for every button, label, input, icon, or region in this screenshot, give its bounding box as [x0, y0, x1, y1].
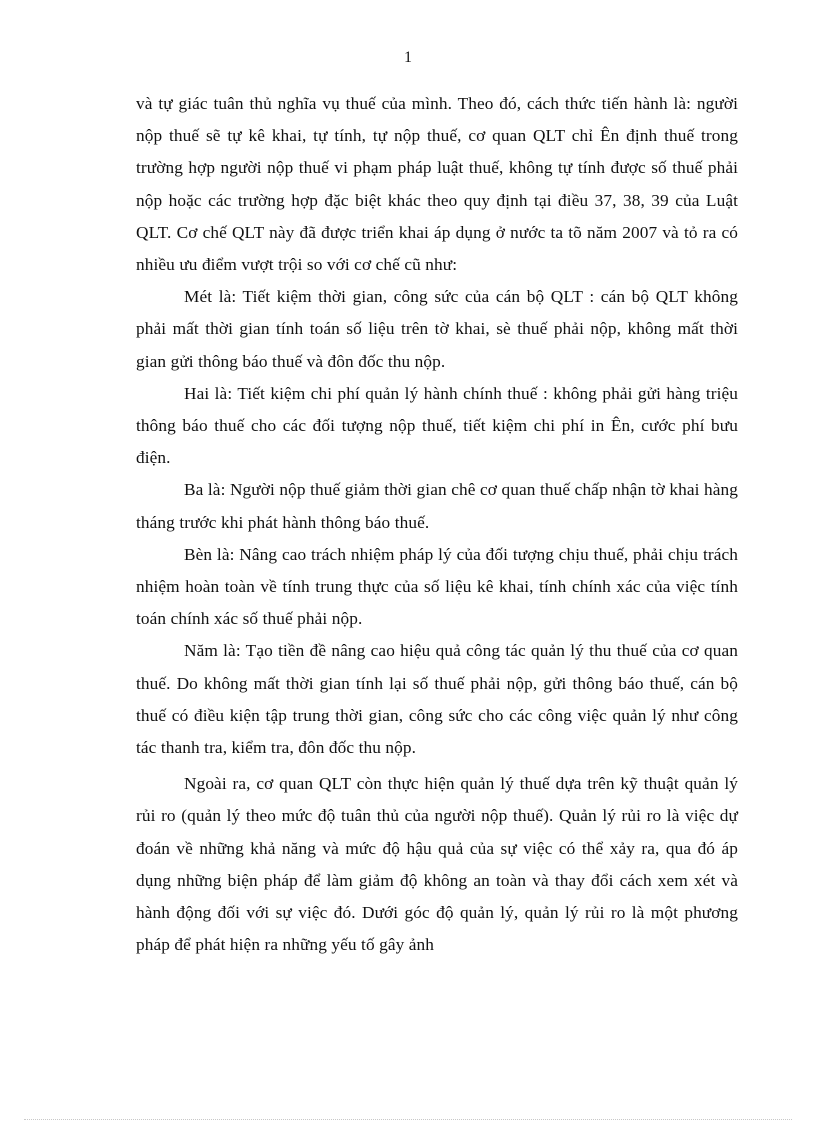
page-number: 1 — [404, 49, 412, 66]
paragraph-risk-management: Ngoài ra, cơ quan QLT còn thực hiện quản lý thuế dựa trên kỹ thuật quản lý rủi ro (quản lý theo mức độ tuân thủ của người nộp thuế). Quản lý rủi ro là việc dự đoán về những khả năng và mức độ hậu quả của sự việc có thể xảy ra, qua đó áp dụng những biện pháp để làm giảm độ không an toàn và thay đổi cách xem xét và hành động đối với sự việc đó. Dưới góc độ quản lý, quản lý rủi ro là một phương pháp để phát hiện ra những yếu tố gây ảnh — [136, 774, 738, 955]
paragraph-first-advantage: Mét là: Tiết kiệm thời gian, công sức của cán bộ QLT : cán bộ QLT không phải mất thời gian tính toán số liệu trên tờ khai, sè thuế phải nộp, không mất thời gian gửi thông báo thuế và đôn đốc thu nộp. — [136, 287, 738, 371]
paragraph-fifth-advantage: Năm là: Tạo tiền đề nâng cao hiệu quả công tác quản lý thu thuế của cơ quan thuế. Do không mất thời gian tính lại số thuế phải nộp, gửi thông báo thuế, cán bộ thuế có điều kiện tập trung thời gian, công sức cho các công việc quản lý như công tác thanh tra, kiểm tra, đôn đốc thu nộp. — [136, 641, 738, 758]
paragraph-continuation: và tự giác tuân thủ nghĩa vụ thuế của mình. Theo đó, cách thức tiến hành là: người nộp thuế sẽ tự kê khai, tự tính, tự nộp thuế, cơ quan QLT chỉ Ên định thuế trong trường hợp người nộp thuế vi phạm pháp luật thuế, không tự tính được số thuế phải nộp hoặc các trường hợp đặc biệt khác theo quy định tại điều 37, 38, 39 của Luật QLT. Cơ chế QLT này đã được triển khai áp dụng ở nước ta tõ năm 2007 và tỏ ra có nhiều ưu điểm vượt trội so với cơ chế cũ như: — [136, 94, 738, 275]
paragraph-third-advantage: Ba là: Người nộp thuế giảm thời gian chê cơ quan thuế chấp nhận tờ khai hàng tháng trước khi phát hành thông báo thuế. — [136, 480, 738, 532]
paragraph-fourth-advantage: Bèn là: Nâng cao trách nhiệm pháp lý của đối tượng chịu thuế, phải chịu trách nhiệm hoàn toàn về tính trung thực của số liệu kê khai, tính chính xác của việc tính toán chính xác số thuế phải nộp. — [136, 544, 738, 629]
page-bottom-divider — [24, 1119, 792, 1120]
document-body — [136, 88, 738, 961]
paragraph-second-advantage: Hai là: Tiết kiệm chi phí quản lý hành chính thuế : không phải gửi hàng triệu thông báo thuế cho các đối tượng nộp thuế, tiết kiệm chi phí in Ên, cước phí bưu điện. — [136, 383, 738, 468]
